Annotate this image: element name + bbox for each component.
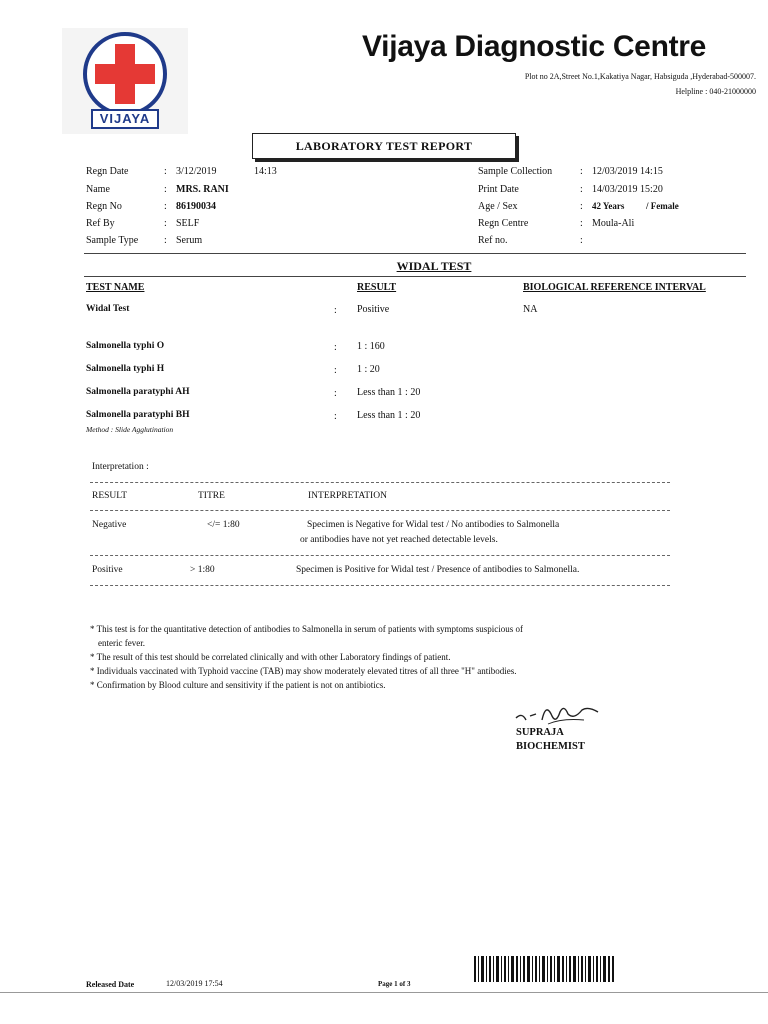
col-result: RESULT: [357, 282, 397, 293]
interp-col-interpretation: INTERPRETATION: [308, 491, 387, 501]
colon: :: [580, 166, 583, 177]
test-row-name: Salmonella paratyphi BH: [86, 410, 190, 420]
colon: :: [164, 218, 167, 229]
test-row-name: Salmonella paratyphi AH: [86, 387, 190, 397]
note-line: * The result of this test should be correlated clinically and with other Laboratory findings of patient.: [90, 652, 451, 662]
regn-centre-label: Regn Centre: [478, 218, 529, 229]
sample-type-label: Sample Type: [86, 235, 139, 246]
colon: :: [334, 388, 337, 399]
note-line: * Individuals vaccinated with Typhoid vaccine (TAB) may show moderately elevated titres of all three "H" antibodies.: [90, 666, 517, 676]
colon: :: [334, 411, 337, 422]
interp-row-text: Specimen is Negative for Widal test / No antibodies to Salmonella: [307, 520, 560, 530]
test-row-name: Salmonella typhi O: [86, 341, 165, 351]
regn-date-value: 3/12/2019: [176, 166, 217, 177]
method-note: Method : Slide Agglutination: [86, 425, 174, 434]
colon: :: [580, 218, 583, 229]
regn-no-label: Regn No: [86, 201, 122, 212]
regn-no-value: 86190034: [176, 201, 216, 212]
address: Plot no 2A,Street No.1,Kakatiya Nagar, Habsiguda ,Hyderabad-500007.: [524, 72, 756, 81]
notes: [90, 622, 660, 692]
col-test-name: TEST NAME: [86, 282, 145, 293]
sample-type-value: Serum: [176, 235, 203, 246]
age-sex-label: Age / Sex: [478, 201, 518, 212]
colon: :: [580, 184, 583, 195]
print-date-label: Print Date: [478, 184, 519, 195]
colon: :: [164, 235, 167, 246]
ref-by-value: SELF: [176, 218, 200, 229]
interp-row-result: Negative: [92, 520, 127, 530]
name-label: Name: [86, 184, 110, 195]
patient-name: MRS. RANI: [176, 184, 229, 195]
released-date-value: 12/03/2019 17:54: [166, 979, 223, 988]
interp-col-result: RESULT: [92, 491, 128, 501]
ref-by-label: Ref By: [86, 218, 115, 229]
released-date-label: Released Date: [86, 980, 135, 989]
sample-collection-value: 12/03/2019 14:15: [592, 166, 663, 177]
note-line: enteric fever.: [98, 638, 145, 648]
col-bio-ref-interval: BIOLOGICAL REFERENCE INTERVAL: [523, 282, 706, 293]
divider: [84, 276, 746, 277]
test-row-result: 1 : 160: [357, 341, 385, 352]
vijaya-logo: [62, 28, 188, 134]
interpretation-label: Interpretation :: [92, 462, 149, 472]
colon: :: [164, 166, 167, 177]
signatory-designation: BIOCHEMIST: [516, 741, 585, 752]
test-row-result: Positive: [357, 304, 390, 315]
test-row-name: Widal Test: [86, 304, 130, 314]
section-title: WIDAL TEST: [396, 259, 472, 273]
report-title: LABORATORY TEST REPORT: [252, 133, 516, 159]
signature-scribble: [512, 694, 602, 728]
colon: :: [164, 201, 167, 212]
sample-collection-label: Sample Collection: [478, 166, 553, 177]
divider: [90, 482, 670, 483]
logo-text: VIJAYA: [99, 111, 151, 126]
test-row-result: Less than 1 : 20: [357, 387, 421, 398]
interp-row-text-cont: or antibodies have not yet reached detectable levels.: [300, 535, 498, 545]
age-value: 42 Years: [592, 201, 625, 211]
interp-row-titre: > 1:80: [190, 565, 215, 575]
regn-date-label: Regn Date: [86, 166, 129, 177]
regn-centre-value: Moula-Ali: [592, 218, 635, 229]
note-line: * Confirmation by Blood culture and sensitivity if the patient is not on antibiotics.: [90, 680, 386, 690]
print-date-value: 14/03/2019 15:20: [592, 184, 663, 195]
interp-row-result: Positive: [92, 565, 123, 575]
test-row-name: Salmonella typhi H: [86, 364, 165, 374]
brand-name: Vijaya Diagnostic Centre: [362, 30, 707, 63]
divider: [84, 253, 746, 254]
ref-no-label: Ref no.: [478, 235, 508, 246]
signatory-name: SUPRAJA: [516, 727, 564, 738]
colon: :: [334, 365, 337, 376]
divider: [90, 585, 670, 586]
regn-time-value: 14:13: [254, 166, 277, 177]
interp-row-text: Specimen is Positive for Widal test / Presence of antibodies to Salmonella.: [296, 565, 580, 575]
interp-col-titre: TITRE: [198, 491, 225, 501]
divider: [90, 510, 670, 511]
helpline: Helpline : 040-21000000: [675, 87, 756, 96]
test-row-result: 1 : 20: [357, 364, 380, 375]
colon: :: [164, 184, 167, 195]
interp-row-titre: </= 1:80: [207, 520, 240, 530]
colon: :: [334, 305, 337, 316]
colon: :: [580, 201, 583, 212]
colon: :: [334, 342, 337, 353]
page-number: Page 1 of 3: [378, 980, 411, 988]
sex-value: / Female: [646, 201, 679, 211]
footer-divider: [0, 992, 768, 993]
test-row-ref: NA: [523, 304, 538, 315]
barcode: [474, 956, 614, 982]
divider: [90, 555, 670, 556]
note-line: * This test is for the quantitative detection of antibodies to Salmonella in serum of patients with symptoms suspicious of: [90, 624, 524, 634]
colon: :: [580, 235, 583, 246]
test-row-result: Less than 1 : 20: [357, 410, 421, 421]
